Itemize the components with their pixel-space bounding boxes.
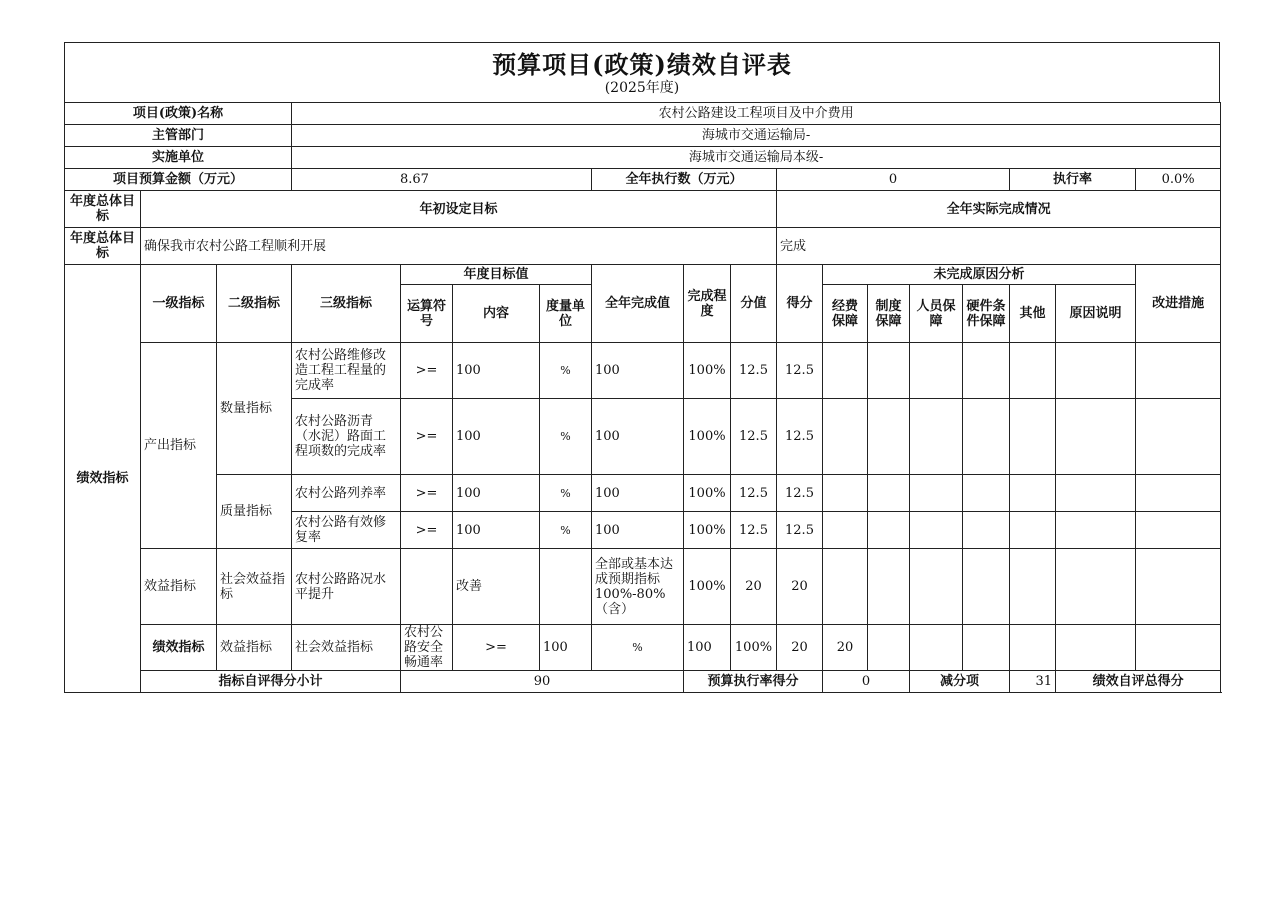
empty-cell bbox=[1136, 399, 1221, 475]
empty-cell bbox=[823, 475, 868, 512]
col-score-val: 分值 bbox=[731, 265, 777, 343]
empty-cell bbox=[963, 625, 1010, 671]
empty-cell bbox=[910, 343, 963, 399]
done-cell: 100 bbox=[592, 399, 684, 475]
op-cell: >= bbox=[401, 512, 453, 549]
col-reason-system: 制度保障 bbox=[868, 285, 910, 343]
score-cell: 12.5 bbox=[777, 399, 823, 475]
degree-cell: 100% bbox=[731, 625, 777, 671]
degree-cell: 100% bbox=[684, 475, 731, 512]
op-cell bbox=[401, 549, 453, 625]
empty-cell bbox=[823, 399, 868, 475]
empty-cell bbox=[1136, 512, 1221, 549]
empty-cell bbox=[910, 549, 963, 625]
degree-cell: 100% bbox=[684, 549, 731, 625]
budget-label: 项目预算金额（万元） bbox=[65, 169, 292, 191]
empty-cell bbox=[1010, 399, 1056, 475]
done-cell: 100 bbox=[684, 625, 731, 671]
impl-value: 海城市交通运输局本级- bbox=[292, 147, 1221, 169]
plan-goal-header: 年初设定目标 bbox=[141, 191, 777, 228]
empty-cell bbox=[1056, 475, 1136, 512]
col-improve: 改进措施 bbox=[1136, 265, 1221, 343]
col-reason-staff: 人员保障 bbox=[910, 285, 963, 343]
dept-label: 主管部门 bbox=[65, 125, 292, 147]
info-row bbox=[65, 103, 1221, 125]
degree-cell: 100% bbox=[684, 399, 731, 475]
empty-cell bbox=[910, 512, 963, 549]
empty-cell bbox=[1010, 343, 1056, 399]
sheet-header bbox=[64, 42, 1220, 102]
empty-cell bbox=[910, 625, 963, 671]
empty-cell bbox=[868, 512, 910, 549]
level2-quantity: 数量指标 bbox=[217, 343, 292, 475]
budget-value: 8.67 bbox=[292, 169, 592, 191]
exec-value: 0 bbox=[777, 169, 1010, 191]
op-cell: >= bbox=[401, 343, 453, 399]
goal-header-row bbox=[65, 191, 1221, 228]
level2-quality: 质量指标 bbox=[217, 475, 292, 549]
budget-score-value: 0 bbox=[823, 671, 910, 693]
degree-cell: 100% bbox=[684, 343, 731, 399]
content-cell: 100 bbox=[540, 625, 592, 671]
info-row bbox=[65, 147, 1221, 169]
col-unit: 度量单位 bbox=[540, 285, 592, 343]
content-cell: 100 bbox=[453, 399, 540, 475]
empty-cell bbox=[1136, 549, 1221, 625]
col-op: 运算符号 bbox=[401, 285, 453, 343]
col-degree: 完成程度 bbox=[684, 265, 731, 343]
op-cell: >= bbox=[453, 625, 540, 671]
score-cell: 20 bbox=[777, 549, 823, 625]
empty-cell bbox=[1136, 475, 1221, 512]
annual-goal-label: 年度总体目标 bbox=[65, 191, 141, 228]
table-row bbox=[65, 343, 1221, 399]
actual-goal-header: 全年实际完成情况 bbox=[777, 191, 1221, 228]
score-cell: 12.5 bbox=[777, 512, 823, 549]
subtotal-label: 指标自评得分小计 bbox=[141, 671, 401, 693]
empty-cell bbox=[963, 549, 1010, 625]
col-reason-desc: 原因说明 bbox=[1056, 285, 1136, 343]
impl-label: 实施单位 bbox=[65, 147, 292, 169]
annual-goal-label: 年度总体目标 bbox=[65, 228, 141, 265]
level3-text: 农村公路维修改造工程工程量的完成率 bbox=[292, 343, 401, 399]
degree-cell: 100% bbox=[684, 512, 731, 549]
val-cell: 20 bbox=[777, 625, 823, 671]
empty-cell bbox=[1010, 625, 1056, 671]
table-row bbox=[65, 475, 1221, 512]
done-cell: 100 bbox=[592, 512, 684, 549]
col-score: 得分 bbox=[777, 265, 823, 343]
val-cell: 12.5 bbox=[731, 512, 777, 549]
empty-cell bbox=[868, 343, 910, 399]
perf-indicator-label bbox=[65, 265, 141, 693]
op-cell: >= bbox=[401, 475, 453, 512]
content-cell: 改善 bbox=[453, 549, 540, 625]
score-cell: 12.5 bbox=[777, 475, 823, 512]
level2-social: 社会效益指标 bbox=[217, 549, 292, 625]
empty-cell bbox=[1056, 343, 1136, 399]
content-cell: 100 bbox=[453, 475, 540, 512]
actual-goal: 完成 bbox=[777, 228, 1221, 265]
op-cell: >= bbox=[401, 399, 453, 475]
deduct-label: 减分项 bbox=[910, 671, 1010, 693]
level3-text: 农村公路沥青（水泥）路面工程项数的完成率 bbox=[292, 399, 401, 475]
unit-cell bbox=[540, 549, 592, 625]
empty-cell bbox=[868, 549, 910, 625]
evaluation-table bbox=[64, 102, 1221, 693]
unit-cell: % bbox=[540, 512, 592, 549]
year-label: (2025年度) bbox=[604, 80, 680, 96]
val-cell: 12.5 bbox=[731, 399, 777, 475]
table-row bbox=[65, 549, 1221, 625]
val-cell: 20 bbox=[731, 549, 777, 625]
level3-text: 农村公路路况水平提升 bbox=[292, 549, 401, 625]
empty-cell bbox=[963, 475, 1010, 512]
empty-cell bbox=[1056, 549, 1136, 625]
val-cell: 12.5 bbox=[731, 343, 777, 399]
unit-cell: % bbox=[540, 475, 592, 512]
plan-goal: 确保我市农村公路工程顺利开展 bbox=[141, 228, 777, 265]
empty-cell bbox=[868, 625, 910, 671]
empty-cell bbox=[823, 512, 868, 549]
val-cell: 12.5 bbox=[731, 475, 777, 512]
col-reason-hardware: 硬件条件保障 bbox=[963, 285, 1010, 343]
empty-cell bbox=[963, 512, 1010, 549]
budget-row bbox=[65, 169, 1221, 191]
unit-cell: % bbox=[540, 343, 592, 399]
col-done-value: 全年完成值 bbox=[592, 265, 684, 343]
deduct-value: 31 bbox=[1010, 671, 1056, 693]
col-target-group: 年度目标值 bbox=[401, 265, 592, 285]
empty-cell bbox=[1136, 343, 1221, 399]
content-cell: 100 bbox=[453, 512, 540, 549]
level3-text: 农村公路安全畅通率 bbox=[401, 625, 453, 671]
level3-text: 农村公路有效修复率 bbox=[292, 512, 401, 549]
empty-cell bbox=[963, 399, 1010, 475]
total-score-label: 绩效自评总得分 bbox=[1056, 671, 1221, 693]
page-title: 预算项目(政策)绩效自评表 bbox=[492, 50, 792, 79]
empty-cell bbox=[910, 399, 963, 475]
rate-value: 0.0% bbox=[1136, 169, 1221, 191]
empty-cell bbox=[1010, 475, 1056, 512]
subtotal-value: 90 bbox=[401, 671, 684, 693]
goal-row bbox=[65, 228, 1221, 265]
perf-label-text: 绩效指标 bbox=[76, 471, 129, 486]
col-l1: 一级指标 bbox=[141, 265, 217, 343]
empty-cell bbox=[1056, 512, 1136, 549]
done-cell: 100 bbox=[592, 343, 684, 399]
info-row bbox=[65, 125, 1221, 147]
empty-cell bbox=[823, 549, 868, 625]
exec-label: 全年执行数（万元） bbox=[592, 169, 777, 191]
empty-cell bbox=[868, 475, 910, 512]
level2-social: 社会效益指标 bbox=[292, 625, 401, 671]
empty-cell bbox=[910, 475, 963, 512]
score-cell: 12.5 bbox=[777, 343, 823, 399]
level3-text: 农村公路列养率 bbox=[292, 475, 401, 512]
col-reason-fund: 经费保障 bbox=[823, 285, 868, 343]
col-content: 内容 bbox=[453, 285, 540, 343]
perf-indicator-label: 绩效指标 bbox=[141, 625, 217, 671]
empty-cell bbox=[1010, 512, 1056, 549]
col-l2: 二级指标 bbox=[217, 265, 292, 343]
col-l3: 三级指标 bbox=[292, 265, 401, 343]
done-cell: 全部或基本达成预期指标100%-80%（含） bbox=[592, 549, 684, 625]
totals-row bbox=[65, 671, 1221, 693]
rate-label: 执行率 bbox=[1010, 169, 1136, 191]
dept-value: 海城市交通运输局- bbox=[292, 125, 1221, 147]
empty-cell bbox=[1010, 549, 1056, 625]
score-cell: 20 bbox=[823, 625, 868, 671]
done-cell: 100 bbox=[592, 475, 684, 512]
level1-benefit: 效益指标 bbox=[141, 549, 217, 625]
empty-cell bbox=[1136, 625, 1221, 671]
content-cell: 100 bbox=[453, 343, 540, 399]
unit-cell: % bbox=[592, 625, 684, 671]
level1-output: 产出指标 bbox=[141, 343, 217, 549]
col-reason-other: 其他 bbox=[1010, 285, 1056, 343]
empty-cell bbox=[963, 343, 1010, 399]
col-reason-group: 未完成原因分析 bbox=[823, 265, 1136, 285]
table-row bbox=[65, 625, 1221, 671]
budget-score-label: 预算执行率得分 bbox=[684, 671, 823, 693]
empty-cell bbox=[868, 399, 910, 475]
column-header-row bbox=[65, 265, 1221, 285]
project-name: 农村公路建设工程项目及中介费用 bbox=[292, 103, 1221, 125]
project-name-label: 项目(政策)名称 bbox=[65, 103, 292, 125]
empty-cell bbox=[823, 343, 868, 399]
evaluation-sheet bbox=[64, 42, 1220, 693]
empty-cell bbox=[1056, 399, 1136, 475]
level1-benefit: 效益指标 bbox=[217, 625, 292, 671]
empty-cell bbox=[1056, 625, 1136, 671]
unit-cell: % bbox=[540, 399, 592, 475]
